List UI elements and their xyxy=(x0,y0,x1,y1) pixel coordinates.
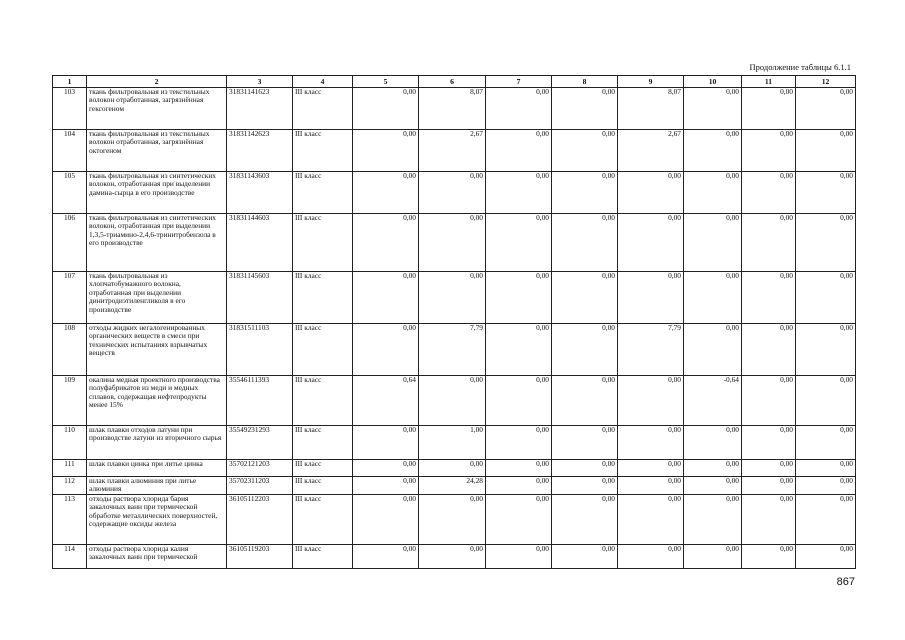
value-cell: 0,00 xyxy=(684,477,742,495)
value-cell: 8,07 xyxy=(618,88,684,130)
table-row xyxy=(53,88,856,130)
value-cell: 2,67 xyxy=(419,130,486,172)
value-cell: 0,00 xyxy=(684,544,742,568)
value-cell: 0,00 xyxy=(742,130,796,172)
value-cell: 0,00 xyxy=(552,544,618,568)
value-cell: 0,00 xyxy=(742,324,796,376)
value-cell: 0,00 xyxy=(486,172,552,214)
value-cell: 0,00 xyxy=(618,460,684,477)
fkko-code: 31831142623 xyxy=(227,130,293,172)
value-cell: 1,00 xyxy=(419,426,486,460)
value-cell: 0,00 xyxy=(353,172,419,214)
page-number: 867 xyxy=(836,576,855,588)
fkko-code: 31831143603 xyxy=(227,172,293,214)
value-cell: 0,00 xyxy=(552,477,618,495)
value-cell: 0,00 xyxy=(742,214,796,272)
col-header: 1 xyxy=(53,76,87,88)
waste-name: шлак плавки алюминия при литье алюминия xyxy=(87,477,227,495)
waste-name: окалина медная проектного производства полуфабрикатов из меди и медных сплавов, содержащая нефтепродукты менее 15% xyxy=(87,376,227,426)
value-cell: 0,00 xyxy=(618,477,684,495)
value-cell: 0,00 xyxy=(353,272,419,324)
table-row xyxy=(53,460,856,477)
fkko-code: 35546111393 xyxy=(227,376,293,426)
value-cell: 0,00 xyxy=(419,214,486,272)
col-header: 12 xyxy=(796,76,856,88)
value-cell: 2,67 xyxy=(618,130,684,172)
value-cell: 0,00 xyxy=(353,426,419,460)
row-number: 107 xyxy=(53,272,87,324)
value-cell: 0,00 xyxy=(486,272,552,324)
col-header: 4 xyxy=(293,76,353,88)
hazard-class: III класс xyxy=(293,88,353,130)
hazard-class: III класс xyxy=(293,426,353,460)
waste-name: шлак плавки отходов латуни при производстве латуни из вторичного сырья xyxy=(87,426,227,460)
value-cell: 0,00 xyxy=(552,426,618,460)
hazard-class: III класс xyxy=(293,460,353,477)
table-row xyxy=(53,172,856,214)
table-row xyxy=(53,544,856,568)
value-cell: 0,00 xyxy=(742,460,796,477)
value-cell: 8,07 xyxy=(419,88,486,130)
col-header: 11 xyxy=(742,76,796,88)
row-number: 111 xyxy=(53,460,87,477)
value-cell: 0,00 xyxy=(419,494,486,544)
value-cell: 0,00 xyxy=(486,376,552,426)
col-header: 2 xyxy=(87,76,227,88)
table-row xyxy=(53,214,856,272)
value-cell: 0,00 xyxy=(353,214,419,272)
value-cell: 0,00 xyxy=(618,272,684,324)
value-cell: 0,00 xyxy=(353,494,419,544)
value-cell: 0,00 xyxy=(742,494,796,544)
row-number: 104 xyxy=(53,130,87,172)
value-cell: 0,00 xyxy=(796,172,856,214)
hazard-class: III класс xyxy=(293,494,353,544)
value-cell: 0,00 xyxy=(552,494,618,544)
value-cell: 0,00 xyxy=(419,460,486,477)
value-cell: 0,00 xyxy=(353,460,419,477)
value-cell: 0,00 xyxy=(742,376,796,426)
value-cell: 0,00 xyxy=(796,460,856,477)
value-cell: 0,00 xyxy=(353,324,419,376)
table-row xyxy=(53,494,856,544)
value-cell: 0,00 xyxy=(684,214,742,272)
value-cell: 0,00 xyxy=(684,88,742,130)
value-cell: 0,00 xyxy=(618,544,684,568)
value-cell: 0,00 xyxy=(353,477,419,495)
value-cell: 0,00 xyxy=(796,214,856,272)
table-row xyxy=(53,426,856,460)
value-cell: 0,00 xyxy=(618,494,684,544)
fkko-code: 35549231293 xyxy=(227,426,293,460)
hazard-class: III класс xyxy=(293,544,353,568)
value-cell: 0,00 xyxy=(419,172,486,214)
hazard-class: III класс xyxy=(293,376,353,426)
fkko-code: 31831145603 xyxy=(227,272,293,324)
value-cell: 0,00 xyxy=(486,477,552,495)
value-cell: 0,00 xyxy=(618,172,684,214)
row-number: 105 xyxy=(53,172,87,214)
value-cell: 24,28 xyxy=(419,477,486,495)
col-header: 5 xyxy=(353,76,419,88)
value-cell: 0,00 xyxy=(552,214,618,272)
value-cell: 0,00 xyxy=(796,324,856,376)
table-row xyxy=(53,130,856,172)
waste-name: отходы жидких негалогенированных органических веществ в смеси при технических испытаниях взрывчатых веществ xyxy=(87,324,227,376)
waste-name: отходы раствора хлорида калия закалочных ванн при термической xyxy=(87,544,227,568)
value-cell: 0,00 xyxy=(742,426,796,460)
fkko-code: 31831511103 xyxy=(227,324,293,376)
value-cell: 0,00 xyxy=(486,544,552,568)
waste-name: отходы раствора хлорида бария закалочных ванн при термической обработке металлических поверхностей, содержащие оксиды железа xyxy=(87,494,227,544)
value-cell: 0,00 xyxy=(419,272,486,324)
value-cell: 0,00 xyxy=(742,272,796,324)
row-number: 110 xyxy=(53,426,87,460)
value-cell: 0,00 xyxy=(353,88,419,130)
value-cell: 0,00 xyxy=(684,324,742,376)
value-cell: 0,00 xyxy=(419,376,486,426)
value-cell: 0,00 xyxy=(552,88,618,130)
fkko-code: 31831141623 xyxy=(227,88,293,130)
value-cell: 0,00 xyxy=(742,544,796,568)
value-cell: 0,00 xyxy=(684,460,742,477)
value-cell: 0,00 xyxy=(618,376,684,426)
value-cell: 0,00 xyxy=(618,214,684,272)
value-cell: 0,00 xyxy=(353,544,419,568)
value-cell: 0,00 xyxy=(552,272,618,324)
header-row xyxy=(53,76,856,88)
value-cell: 0,00 xyxy=(796,477,856,495)
table-row xyxy=(53,272,856,324)
col-header: 7 xyxy=(486,76,552,88)
value-cell: 0,00 xyxy=(796,272,856,324)
value-cell: 0,00 xyxy=(742,88,796,130)
fkko-code: 31831144603 xyxy=(227,214,293,272)
value-cell: 0,00 xyxy=(486,88,552,130)
waste-name: ткань фильтровальная из текстильных волокон отработанная, загрязнённая октогеном xyxy=(87,130,227,172)
value-cell: 7,79 xyxy=(419,324,486,376)
table-caption: Продолжение таблицы 6.1.1 xyxy=(749,62,851,72)
value-cell: 0,00 xyxy=(742,477,796,495)
hazard-class: III класс xyxy=(293,272,353,324)
waste-name: ткань фильтровальная из синтетических волокон, отработанная при выделении 1,3,5-триамино-2,4,6-тринитробензола в его производстве xyxy=(87,214,227,272)
value-cell: 0,00 xyxy=(796,426,856,460)
row-number: 109 xyxy=(53,376,87,426)
row-number: 106 xyxy=(53,214,87,272)
value-cell: 0,00 xyxy=(419,544,486,568)
waste-name: ткань фильтровальная из текстильных волокон отработанная, загрязнённая гексогеном xyxy=(87,88,227,130)
row-number: 112 xyxy=(53,477,87,495)
row-number: 108 xyxy=(53,324,87,376)
value-cell: 0,00 xyxy=(684,172,742,214)
value-cell: 0,00 xyxy=(552,130,618,172)
hazard-class: III класс xyxy=(293,477,353,495)
fkko-code: 35702121203 xyxy=(227,460,293,477)
value-cell: 0,00 xyxy=(796,544,856,568)
value-cell: 0,00 xyxy=(552,324,618,376)
value-cell: 0,00 xyxy=(684,272,742,324)
hazard-class: III класс xyxy=(293,130,353,172)
value-cell: 0,00 xyxy=(618,426,684,460)
table-row xyxy=(53,477,856,495)
value-cell: 0,64 xyxy=(353,376,419,426)
value-cell: 0,00 xyxy=(486,130,552,172)
value-cell: 0,00 xyxy=(486,426,552,460)
value-cell: 0,00 xyxy=(796,130,856,172)
col-header: 6 xyxy=(419,76,486,88)
fkko-code: 35702311203 xyxy=(227,477,293,495)
fkko-code: 36105112203 xyxy=(227,494,293,544)
hazard-class: III класс xyxy=(293,214,353,272)
waste-table xyxy=(52,75,856,569)
value-cell: 0,00 xyxy=(552,376,618,426)
hazard-class: III класс xyxy=(293,324,353,376)
value-cell: 0,00 xyxy=(684,426,742,460)
table-row xyxy=(53,324,856,376)
value-cell: 0,00 xyxy=(353,130,419,172)
value-cell: -0,64 xyxy=(684,376,742,426)
value-cell: 0,00 xyxy=(742,172,796,214)
table-row xyxy=(53,376,856,426)
value-cell: 0,00 xyxy=(552,172,618,214)
value-cell: 0,00 xyxy=(684,494,742,544)
value-cell: 0,00 xyxy=(486,324,552,376)
col-header: 9 xyxy=(618,76,684,88)
value-cell: 0,00 xyxy=(796,88,856,130)
value-cell: 0,00 xyxy=(486,214,552,272)
value-cell: 7,79 xyxy=(618,324,684,376)
fkko-code: 36105119203 xyxy=(227,544,293,568)
row-number: 113 xyxy=(53,494,87,544)
value-cell: 0,00 xyxy=(796,494,856,544)
col-header: 8 xyxy=(552,76,618,88)
value-cell: 0,00 xyxy=(552,460,618,477)
row-number: 114 xyxy=(53,544,87,568)
hazard-class: III класс xyxy=(293,172,353,214)
row-number: 103 xyxy=(53,88,87,130)
value-cell: 0,00 xyxy=(684,130,742,172)
value-cell: 0,00 xyxy=(486,494,552,544)
value-cell: 0,00 xyxy=(796,376,856,426)
value-cell: 0,00 xyxy=(486,460,552,477)
waste-name: ткань фильтровальная из синтетических волокон, отработанная при выделении дамина-сырца в его производстве xyxy=(87,172,227,214)
col-header: 10 xyxy=(684,76,742,88)
waste-name: шлак плавки цинка при литье цинка xyxy=(87,460,227,477)
col-header: 3 xyxy=(227,76,293,88)
waste-name: ткань фильтровальная из хлопчатобумажного волокна, отработанная при выделении динитродиэтиленгликоля в его производстве xyxy=(87,272,227,324)
